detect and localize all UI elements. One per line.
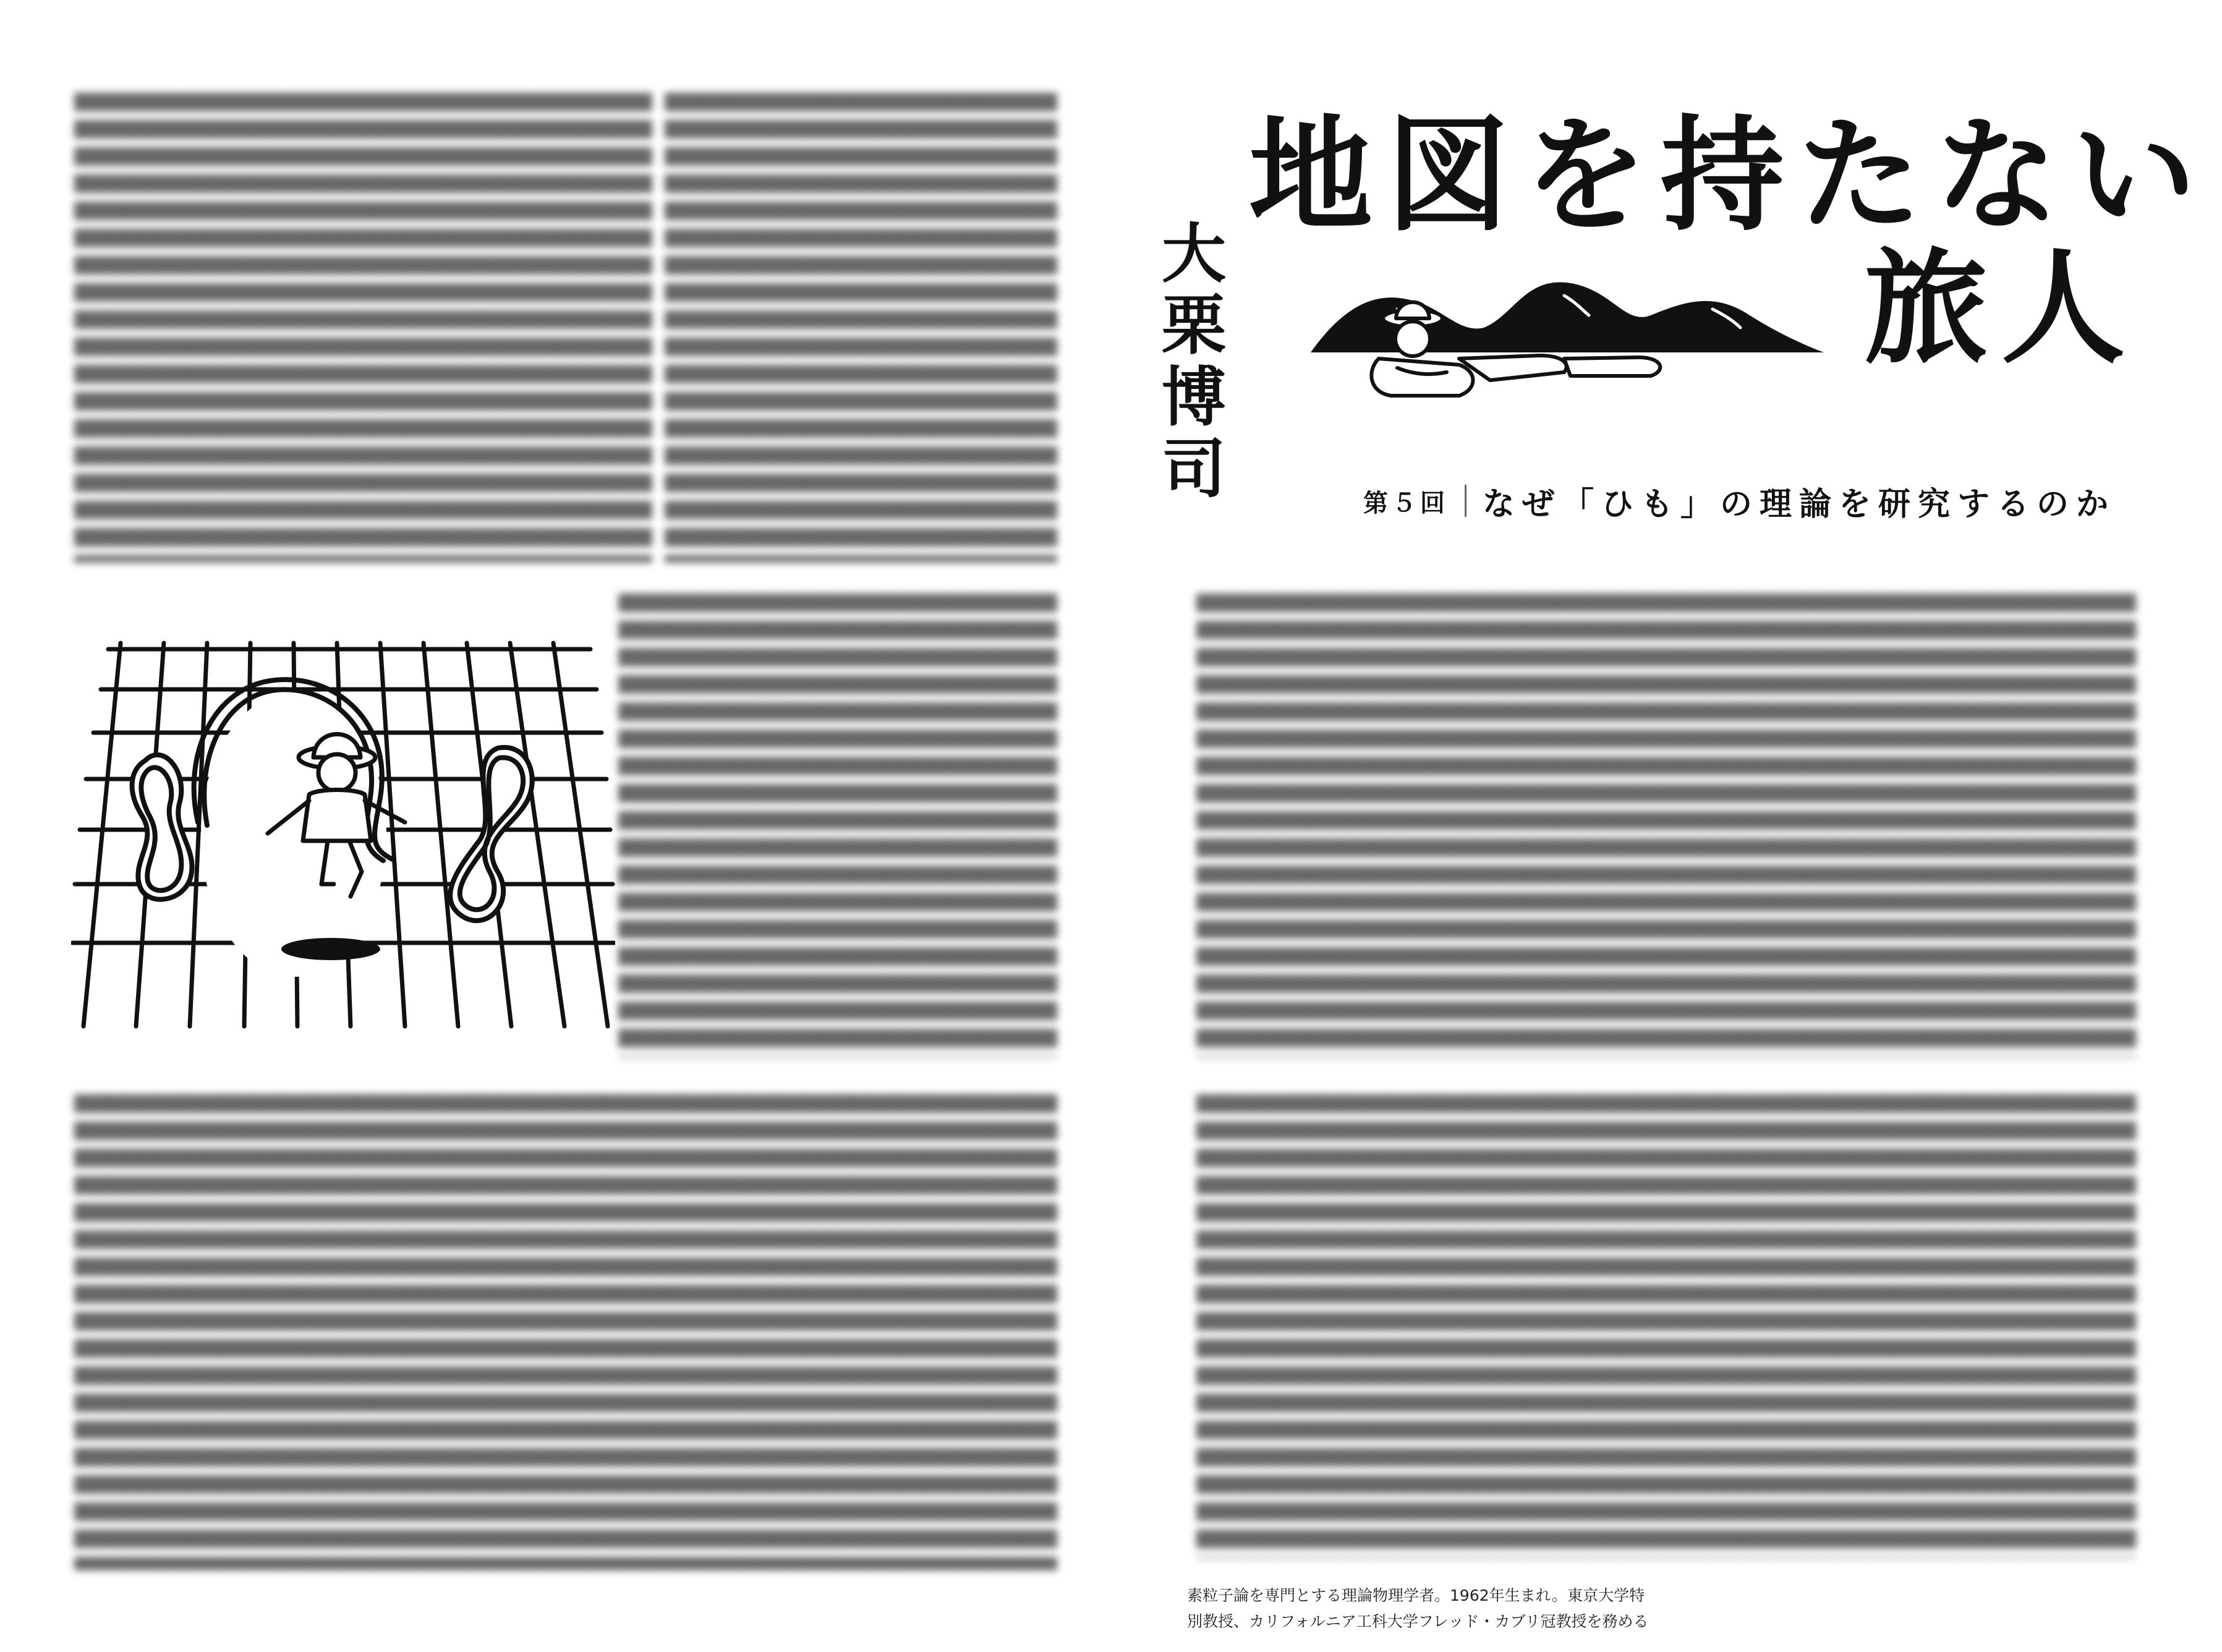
episode-number: 第５回	[1363, 488, 1449, 517]
body-text-block	[618, 594, 1057, 1057]
body-text-block	[74, 1094, 1057, 1570]
author-profile	[1187, 1583, 1657, 1635]
subtitle-divider	[1465, 485, 1466, 517]
author-name: 大栗博司	[1151, 219, 1227, 506]
jump-rope-on-grid-icon	[71, 637, 615, 1039]
article-subtitle	[1363, 479, 2116, 522]
body-text-block	[665, 93, 1057, 563]
body-text-block	[74, 93, 652, 563]
article-title-line-2: 旅人	[1864, 237, 2139, 381]
article-title-line-1: 地図を持たない	[1249, 104, 2210, 248]
body-text-block	[1196, 1094, 2136, 1558]
profile-line: 別教授、カリフォルニア工科大学フレッド・カブリ冠教授を務める	[1187, 1612, 1649, 1630]
profile-line: 素粒子論を専門とする理論物理学者。1962年生まれ。東京大学特	[1187, 1586, 1645, 1604]
mountains-and-reclining-traveler-icon	[1305, 266, 1830, 408]
body-text-block	[1196, 594, 2136, 1057]
subtitle-text: なぜ「ひも」の理論を研究するのか	[1483, 485, 2116, 523]
